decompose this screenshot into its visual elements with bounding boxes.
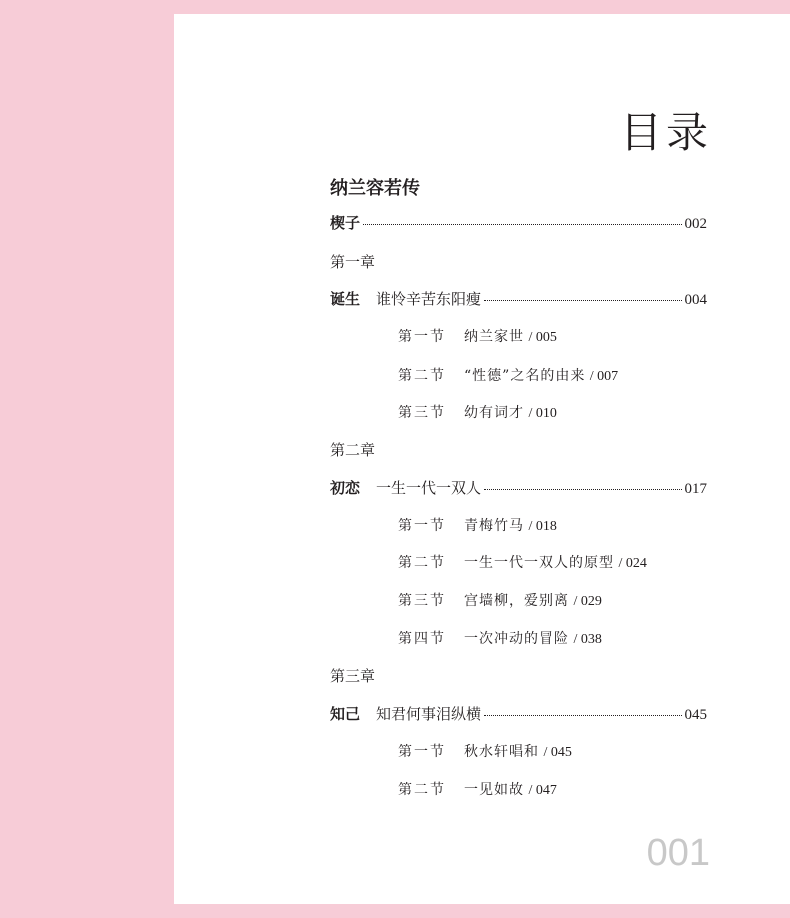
chapter-subtitle: 一生一代一双人 [376, 479, 482, 497]
section-title: 宫墙柳，爱别离 [464, 593, 569, 609]
section-number: 第一节 [398, 744, 446, 760]
toc-entry-prologue[interactable] [330, 212, 707, 233]
toc-section[interactable] [398, 779, 557, 799]
book-title: 纳兰容若传 [330, 178, 420, 199]
section-number: 第三节 [398, 405, 446, 421]
chapter-subtitle: 知君何事泪纵横 [376, 705, 482, 723]
entry-page: 045 [684, 707, 707, 723]
section-number: 第二节 [398, 555, 446, 571]
section-title: 纳兰家世 [464, 329, 524, 345]
chapter-name: 初恋 [330, 479, 361, 497]
section-page: / 047 [528, 783, 557, 798]
toc-entry-chapter-2[interactable] [330, 477, 707, 498]
toc-section[interactable] [398, 590, 602, 610]
section-number: 第四节 [398, 631, 446, 647]
section-page: / 029 [573, 594, 602, 609]
section-page: / 024 [618, 556, 647, 571]
dot-leader [484, 489, 681, 490]
toc-section[interactable] [398, 741, 572, 761]
section-page: / 007 [589, 369, 619, 384]
section-title: 一次冲动的冒险 [464, 631, 569, 647]
toc-entry-chapter-3[interactable] [330, 703, 707, 724]
toc-section[interactable] [398, 628, 602, 648]
section-page: / 010 [528, 406, 557, 421]
entry-label: 楔子 [330, 214, 361, 232]
section-number: 第一节 [398, 518, 446, 534]
section-number: 第一节 [398, 329, 446, 345]
chapter-subtitle: 谁怜辛苦东阳瘦 [376, 290, 482, 308]
toc-entry-chapter-1[interactable] [330, 288, 707, 309]
section-number: 第三节 [398, 593, 446, 609]
chapter-name: 知己 [330, 705, 361, 723]
dot-leader [363, 224, 681, 225]
section-title: 一生一代一双人的原型 [464, 555, 614, 571]
toc-section[interactable] [398, 326, 557, 346]
toc-section[interactable] [398, 552, 647, 572]
toc-section[interactable] [398, 365, 618, 385]
chapter-label: 第一章 [330, 253, 376, 271]
toc-section[interactable] [398, 402, 557, 422]
section-title: “性德”之名的由来 [464, 368, 586, 384]
section-number: 第二节 [398, 782, 446, 798]
dot-leader [484, 715, 681, 716]
entry-page: 002 [684, 216, 707, 232]
chapter-name: 诞生 [330, 290, 361, 308]
entry-page: 004 [684, 292, 707, 308]
dot-leader [484, 300, 681, 301]
section-page: / 038 [573, 632, 602, 647]
section-page: / 005 [528, 330, 557, 345]
section-title: 幼有词才 [464, 405, 524, 421]
section-title: 秋水轩唱和 [464, 744, 539, 760]
section-number: 第二节 [398, 368, 446, 384]
book-page [174, 14, 790, 904]
chapter-label: 第三章 [330, 667, 376, 685]
toc-section[interactable] [398, 515, 557, 535]
section-title: 一见如故 [464, 782, 524, 798]
page-number: 001 [646, 832, 710, 874]
section-page: / 018 [528, 519, 557, 534]
chapter-label: 第二章 [330, 441, 376, 459]
section-page: / 045 [543, 745, 572, 760]
entry-page: 017 [684, 481, 707, 497]
section-title: 青梅竹马 [464, 518, 524, 534]
toc-title: 目录 [619, 108, 712, 157]
